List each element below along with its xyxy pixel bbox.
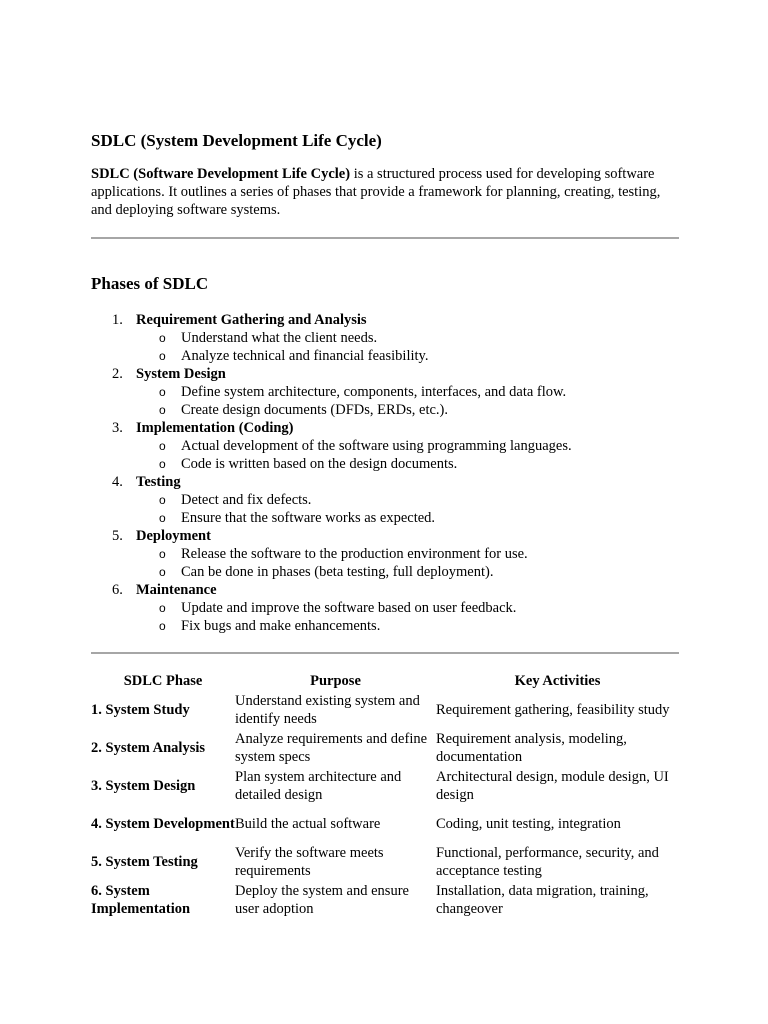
horizontal-rule <box>91 237 679 239</box>
column-header-purpose: Purpose <box>310 673 361 689</box>
phase-point <box>91 545 679 563</box>
page-title: SDLC (System Development Life Cycle) <box>91 131 382 150</box>
phase-point-text: Can be done in phases (beta testing, full deployment). <box>181 564 494 580</box>
sdlc-phases-table <box>91 671 679 919</box>
phase-point-text: Analyze technical and financial feasibility. <box>181 348 429 364</box>
table-row <box>91 729 679 767</box>
horizontal-rule <box>91 652 679 654</box>
phase-title: System Design <box>136 366 226 382</box>
phase-points <box>136 491 679 527</box>
phase-point-text: Create design documents (DFDs, ERDs, etc.). <box>181 402 448 418</box>
phase-point-text: Ensure that the software works as expected. <box>181 510 436 526</box>
phase-title: Testing <box>136 474 181 490</box>
phase-point-text: Detect and fix defects. <box>181 492 312 508</box>
table-cell-purpose: Build the actual software <box>235 816 381 832</box>
phase-point <box>91 383 679 401</box>
table-cell-phase: 1. System Study <box>91 702 190 718</box>
phase-points <box>136 545 679 581</box>
phase-points <box>136 383 679 419</box>
table-row <box>91 843 679 881</box>
phase-number: 6. <box>112 582 123 598</box>
table-cell-purpose: Analyze requirements and define system specs <box>235 731 428 765</box>
table-cell-activities: Functional, performance, security, and acceptance testing <box>436 845 659 879</box>
phase-points <box>136 329 679 365</box>
phase-point <box>91 329 679 347</box>
phase-item <box>91 527 679 581</box>
table-cell-activities: Coding, unit testing, integration <box>436 816 621 832</box>
phases-heading: Phases of SDLC <box>91 274 209 293</box>
bullet-circle-icon: o <box>159 619 166 633</box>
phase-points <box>136 437 679 473</box>
phase-number: 5. <box>112 528 123 544</box>
phase-point-text: Code is written based on the design documents. <box>181 456 458 472</box>
table-cell-phase: 4. System Development <box>91 816 235 832</box>
column-header-phase: SDLC Phase <box>123 673 203 689</box>
table-row <box>91 767 679 805</box>
bullet-circle-icon: o <box>159 547 166 561</box>
phase-number: 4. <box>112 474 123 490</box>
bullet-circle-icon: o <box>159 493 166 507</box>
phase-point <box>91 563 679 581</box>
table-cell-activities: Architectural design, module design, UI design <box>436 769 669 803</box>
phases-list <box>91 311 679 635</box>
phase-point <box>91 599 679 617</box>
column-header-activities: Key Activities <box>514 673 601 689</box>
table-header-row <box>91 671 679 691</box>
phase-point-text: Release the software to the production environment for use. <box>181 546 528 562</box>
phase-point-text: Actual development of the software using programming languages. <box>181 438 572 454</box>
phase-title: Requirement Gathering and Analysis <box>136 312 367 328</box>
table-cell-activities: Installation, data migration, training, changeover <box>436 883 649 917</box>
bullet-circle-icon: o <box>159 385 166 399</box>
phase-title: Maintenance <box>136 582 217 598</box>
bullet-circle-icon: o <box>159 601 166 615</box>
phase-point <box>91 617 679 635</box>
intro-paragraph <box>91 165 679 219</box>
phase-point-text: Update and improve the software based on user feedback. <box>181 600 517 616</box>
table-cell-activities: Requirement analysis, modeling, documentation <box>436 731 627 765</box>
table-row <box>91 881 679 919</box>
phase-point <box>91 509 679 527</box>
table-cell-phase: 3. System Design <box>91 778 196 794</box>
table-cell-purpose: Plan system architecture and detailed design <box>235 769 402 803</box>
phase-point <box>91 401 679 419</box>
phase-item <box>91 311 679 365</box>
phase-point <box>91 437 679 455</box>
table-cell-phase: 5. System Testing <box>91 854 198 870</box>
phase-point <box>91 455 679 473</box>
intro-text: is a structured process used for developing software applications. It outlines a series of phases that provide a framework for planning, creating, testing, and deploying software systems. <box>91 166 661 218</box>
intro-term: SDLC (Software Development Life Cycle) <box>91 166 351 182</box>
phase-point-text: Fix bugs and make enhancements. <box>181 618 381 634</box>
phase-number: 2. <box>112 366 123 382</box>
phase-number: 1. <box>112 312 123 328</box>
table-cell-purpose: Verify the software meets requirements <box>235 845 384 879</box>
phase-item <box>91 581 679 635</box>
bullet-circle-icon: o <box>159 349 166 363</box>
table-cell-purpose: Deploy the system and ensure user adoption <box>235 883 409 917</box>
table-cell-phase: 2. System Analysis <box>91 740 206 756</box>
bullet-circle-icon: o <box>159 457 166 471</box>
table-cell-purpose: Understand existing system and identify needs <box>235 693 420 727</box>
phase-item <box>91 419 679 473</box>
phase-point <box>91 347 679 365</box>
phase-point-text: Define system architecture, components, interfaces, and data flow. <box>181 384 567 400</box>
bullet-circle-icon: o <box>159 331 166 345</box>
table-cell-activities: Requirement gathering, feasibility study <box>436 702 670 718</box>
phase-number: 3. <box>112 420 123 436</box>
phase-points <box>136 599 679 635</box>
phase-title: Deployment <box>136 528 211 544</box>
table-cell-phase: 6. System Implementation <box>91 883 191 917</box>
table-row <box>91 805 679 843</box>
document-body <box>91 130 679 919</box>
table-row <box>91 691 679 729</box>
phase-title: Implementation (Coding) <box>136 420 294 436</box>
bullet-circle-icon: o <box>159 565 166 579</box>
bullet-circle-icon: o <box>159 439 166 453</box>
bullet-circle-icon: o <box>159 403 166 417</box>
bullet-circle-icon: o <box>159 511 166 525</box>
phase-point-text: Understand what the client needs. <box>181 330 378 346</box>
phase-item <box>91 365 679 419</box>
phase-item <box>91 473 679 527</box>
phase-point <box>91 491 679 509</box>
